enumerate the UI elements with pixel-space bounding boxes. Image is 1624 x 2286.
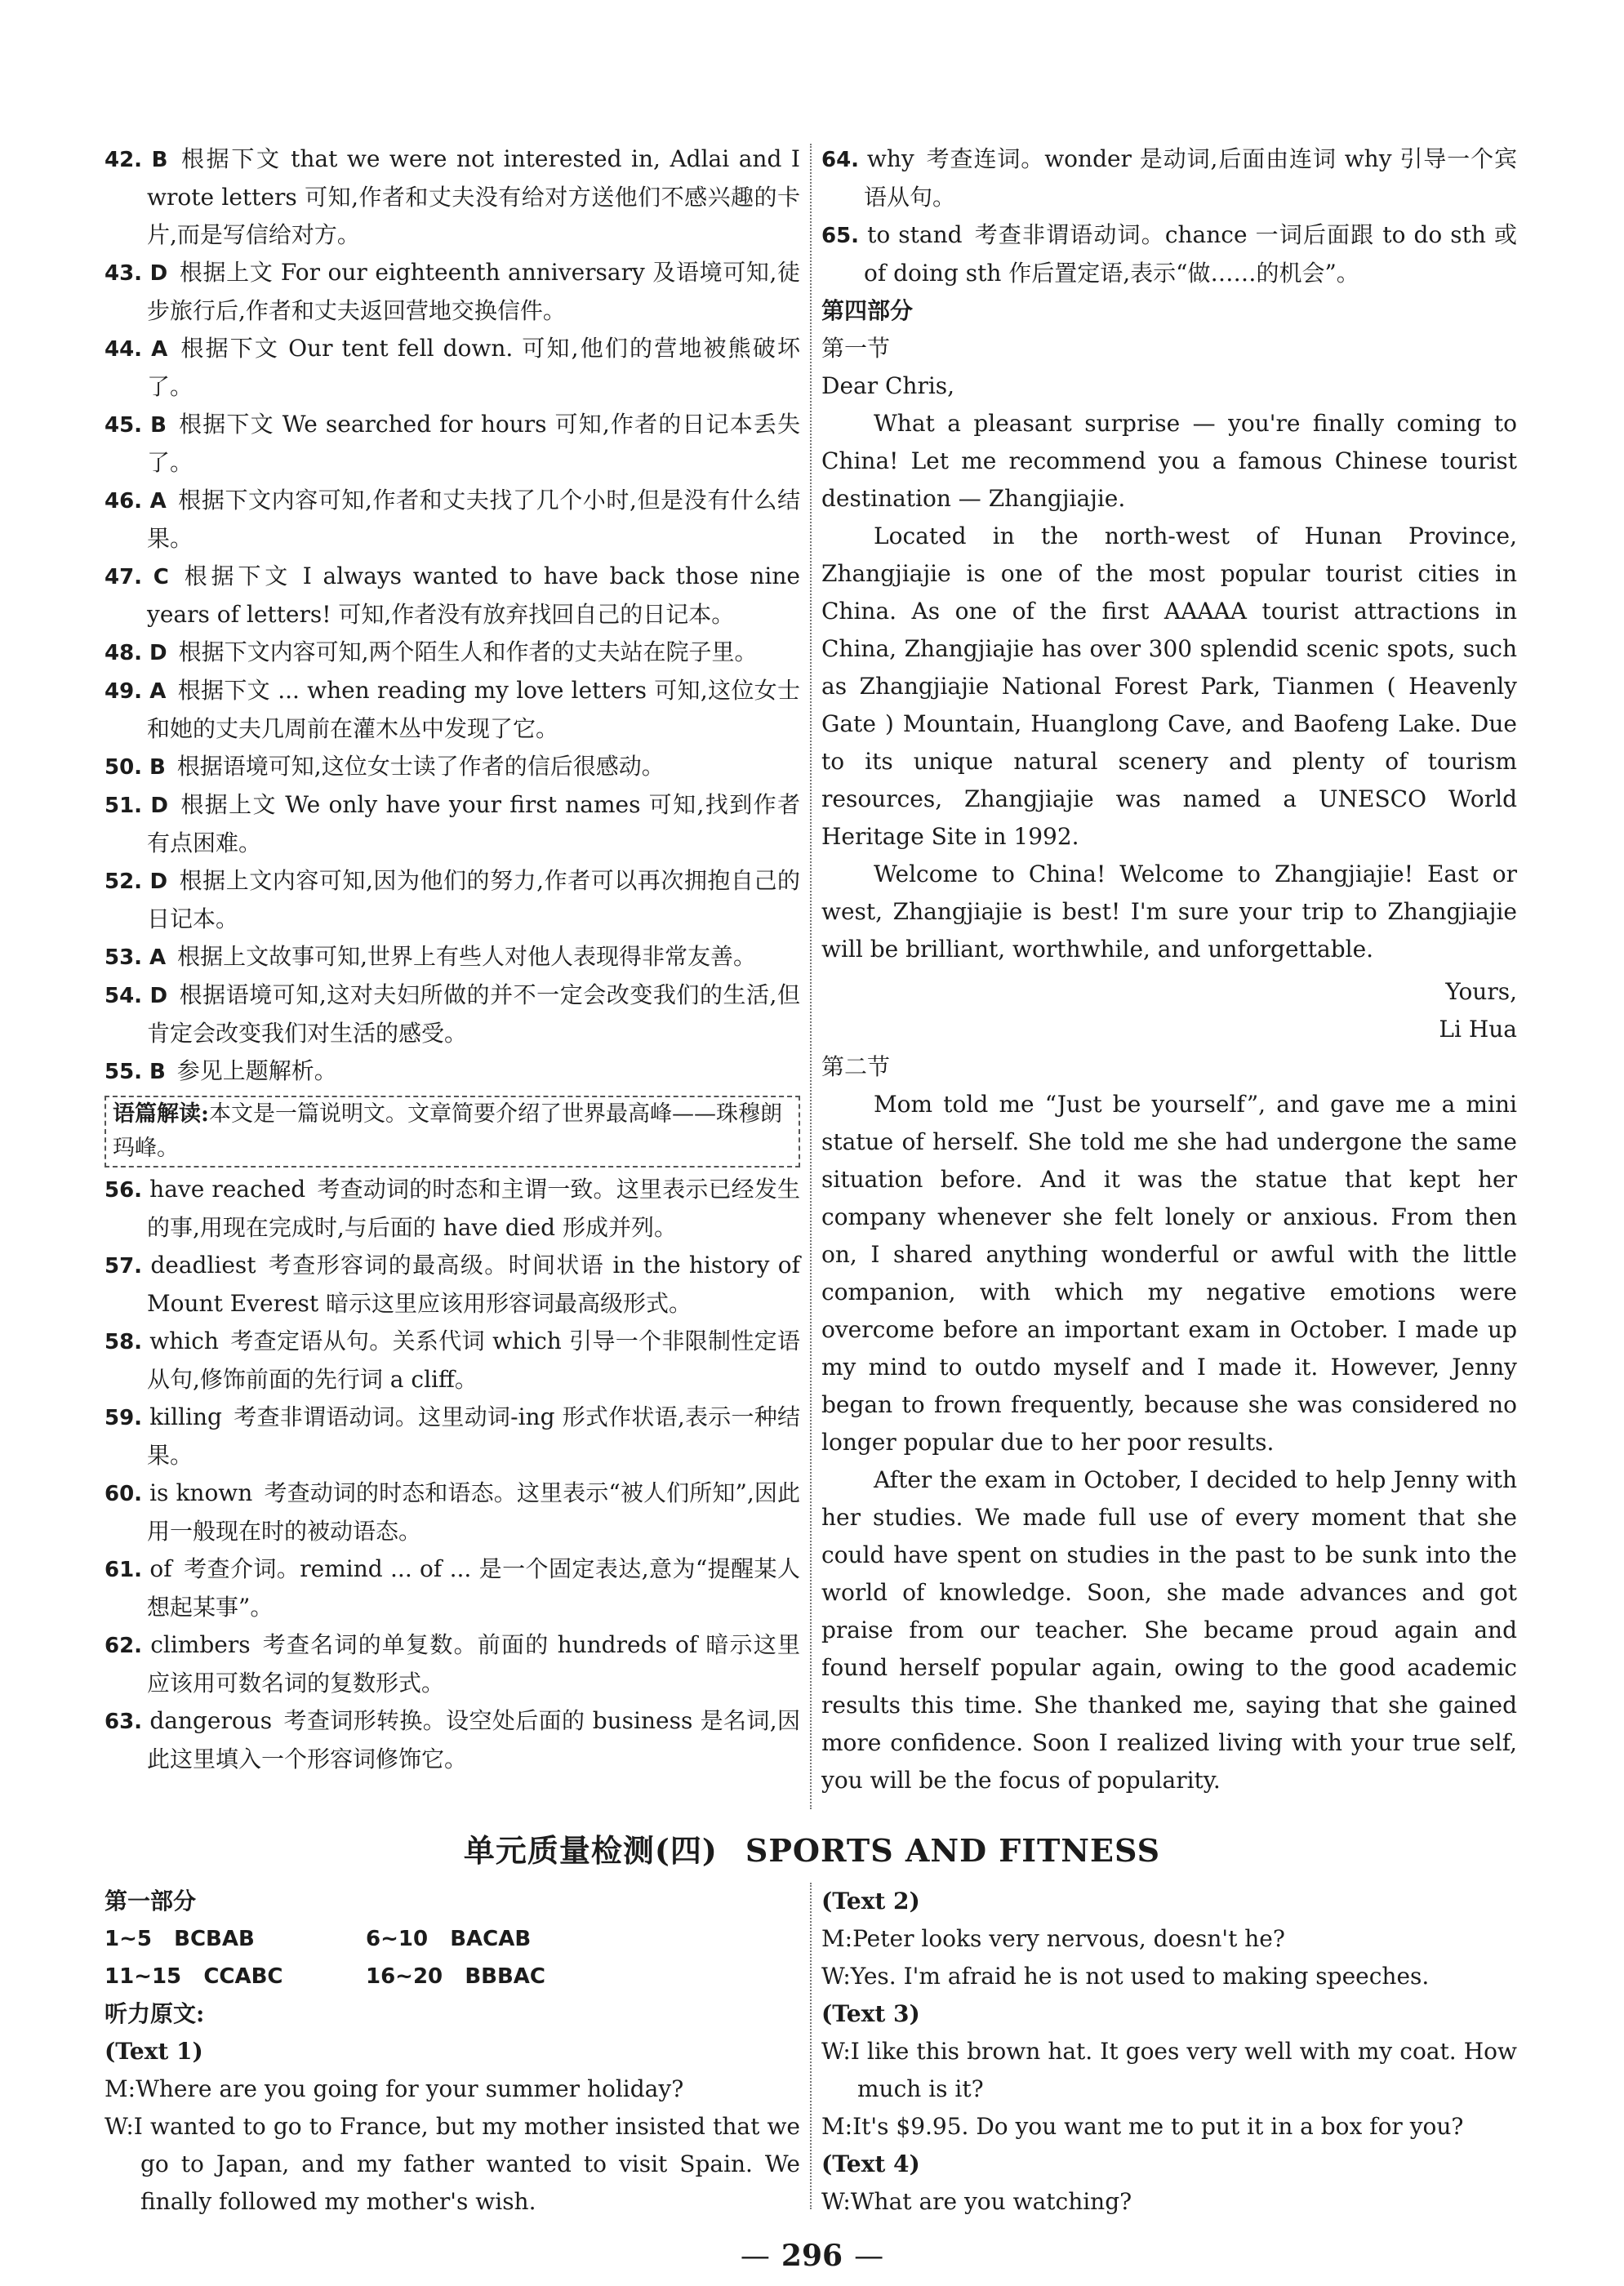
item-explanation: 根据上文故事可知,世界上有些人对他人表现得非常友善。	[177, 943, 756, 970]
letter-paragraph: What a pleasant surprise — you're finally coming to China! Let me recommend you a famous Chinese tourist destination — Zhangjiajie.	[821, 410, 1517, 512]
item-explanation: 考查词形转换。设空处后面的 business 是名词,因此这里填入一个形容词修饰它。	[147, 1707, 800, 1772]
answer-key-row	[105, 1958, 800, 1995]
item-number: 48.	[105, 641, 143, 665]
answer-key-row	[105, 1920, 800, 1958]
item-explanation: 考查非谓语动词。chance 一词后面跟 to do sth 或 of doing sth 作后置定语,表示“做……的机会”。	[864, 221, 1518, 287]
answer-letter: A	[149, 679, 167, 704]
answer-item	[105, 140, 800, 254]
unit-right-column	[821, 1883, 1517, 2221]
answer-letter: B	[151, 148, 168, 172]
text2-label: (Text 2)	[821, 1888, 920, 1915]
answer-item	[105, 330, 800, 406]
answer-key: 11~15 CCABC	[105, 1964, 283, 1989]
item-explanation: 考查介词。remind ... of ... 是一个固定表达,意为“提醒某人想起某事”。	[147, 1555, 800, 1621]
answer-letter: D	[149, 869, 168, 894]
answer-item	[105, 1323, 800, 1399]
answer-item	[105, 482, 800, 558]
item-explanation: 根据语境可知,这位女士读了作者的信后很感动。	[176, 753, 665, 780]
item-explanation: 根据下文内容可知,两个陌生人和作者的丈夫站在院子里。	[178, 638, 758, 665]
reading-note-text: 本文是一篇说明文。文章简要介绍了世界最高峰——珠穆朗玛峰。	[113, 1101, 782, 1161]
answer-letter: C	[153, 565, 169, 589]
answer-letter: A	[149, 945, 167, 970]
item-explanation: 根据下文内容可知,作者和丈夫找了几个小时,但是没有什么结果。	[147, 487, 800, 552]
answer-item	[105, 1247, 800, 1323]
answer-letter: B	[149, 755, 166, 780]
answer-letter: D	[149, 984, 168, 1008]
answer-item	[105, 1399, 800, 1474]
letter-paragraph: Welcome to China! Welcome to Zhangjiajie! East or west, Zhangjiajie is best! I'm sure your trip to Zhangjiajie will be brilliant, worthwhile, and unforgettable.	[821, 861, 1517, 963]
page-number: — 296 —	[740, 2239, 884, 2273]
unit-title-zh: 单元质量检测(四)	[463, 1832, 718, 1869]
answer-word: is known	[149, 1479, 253, 1506]
item-number: 65.	[821, 224, 860, 248]
item-number: 56.	[105, 1178, 143, 1203]
item-explanation: 考查动词的时态和语态。这里表示“被人们所知”,因此用一般现在时的被动语态。	[147, 1479, 800, 1545]
answer-word: to stand	[867, 221, 963, 248]
dialogue-line: W:I wanted to go to France, but my mother insisted that we go to Japan, and my father wanted to visit Spain. We finally followed my mother's wish.	[105, 2113, 800, 2215]
item-number: 49.	[105, 679, 143, 704]
item-explanation: 参见上题解析。	[176, 1057, 337, 1084]
column-divider-top	[810, 144, 812, 1809]
item-number: 53.	[105, 945, 143, 970]
answer-item	[105, 786, 800, 862]
section2-heading: 第二节	[821, 1053, 891, 1080]
answer-item	[105, 1171, 800, 1247]
item-explanation: 考查非谓语动词。这里动词-ing 形式作状语,表示一种结果。	[147, 1403, 800, 1469]
item-number: 50.	[105, 755, 143, 780]
dialogue-line: W:I like this brown hat. It goes very well with my coat. How much is it?	[821, 2038, 1517, 2102]
letter-greeting: Dear Chris,	[821, 372, 955, 399]
reading-note-label: 语篇解读:	[113, 1101, 209, 1127]
column-divider-bottom	[810, 1883, 812, 2209]
item-number: 44.	[105, 337, 143, 362]
answer-item	[105, 1550, 800, 1626]
item-explanation: 根据上文内容可知,因为他们的努力,作者可以再次拥抱自己的日记本。	[147, 867, 800, 932]
answer-letter: A	[149, 489, 167, 514]
answer-item	[105, 406, 800, 482]
answer-list-right	[821, 140, 1517, 292]
item-number: 51.	[105, 794, 143, 818]
item-explanation: 根据下文 I always wanted to have back those nine years of letters! 可知,作者没有放弃找回自己的日记本。	[147, 563, 800, 628]
answer-letter: B	[149, 1060, 166, 1084]
item-number: 61.	[105, 1558, 143, 1582]
answer-item	[105, 938, 800, 976]
letter-signature: Li Hua	[1439, 1016, 1517, 1043]
item-explanation: 考查动词的时态和主谓一致。这里表示已经发生的事,用现在完成时,与后面的 have died 形成并列。	[147, 1176, 801, 1241]
letter-closing: Yours,	[1445, 978, 1517, 1005]
dialogue-line: M:It's $9.95. Do you want me to put it in a box for you?	[821, 2113, 1464, 2140]
unit-title	[0, 1826, 1624, 1870]
item-number: 54.	[105, 984, 143, 1008]
item-explanation: 根据语境可知,这对夫妇所做的并不一定会改变我们的生活,但肯定会改变我们对生活的感受。	[147, 981, 800, 1047]
item-number: 45.	[105, 413, 143, 438]
item-explanation: 考查定语从句。关系代词 which 引导一个非限制性定语从句,修饰前面的先行词 a cliff。	[147, 1328, 800, 1393]
answer-item	[105, 976, 800, 1052]
answer-item	[105, 862, 800, 938]
part1-heading: 第一部分	[105, 1888, 197, 1915]
dialogue-line: M:Where are you going for your summer holiday?	[105, 2075, 684, 2102]
answer-word: killing	[149, 1403, 222, 1430]
answer-word: why	[866, 145, 914, 172]
item-number: 57.	[105, 1254, 143, 1279]
item-number: 63.	[105, 1710, 143, 1734]
right-column	[821, 140, 1517, 1799]
item-number: 64.	[821, 148, 860, 172]
answer-key: 1~5 BCBAB	[105, 1927, 255, 1951]
item-number: 59.	[105, 1406, 143, 1430]
left-column	[105, 140, 800, 1778]
item-explanation: 根据上文 For our eighteenth anniversary 及语境可知,徒步旅行后,作者和丈夫返回营地交换信件。	[147, 259, 800, 324]
answer-word: of	[149, 1555, 172, 1582]
item-number: 60.	[105, 1482, 143, 1506]
text3-label: (Text 3)	[821, 2000, 920, 2027]
item-explanation: 根据下文 that we were not interested in, Adlai and I wrote letters 可知,作者和丈夫没有给对方送他们不感兴趣的卡片,而是写信给对方。	[147, 145, 800, 248]
item-explanation: 根据下文 Our tent fell down. 可知,他们的营地被熊破坏了。	[147, 335, 800, 400]
answer-item	[105, 254, 800, 330]
unit-left-column	[105, 1883, 800, 2221]
answer-list-a	[105, 140, 800, 1091]
answer-word: climbers	[150, 1631, 251, 1658]
item-explanation: 考查连词。wonder 是动词,后面由连词 why 引导一个宾语从句。	[864, 145, 1517, 211]
answer-item	[105, 634, 800, 672]
story-paragraph: Mom told me “Just be yourself”, and gave me a mini statue of herself. She told me she had undergone the same situation before. And it was the statue that kept her company whenever she felt lonely or anxious. From then on, I shared anything wonderful or awful with the little companion, with which my negative emotions were overcome before an important exam in October. I made up my mind to outdo myself and I made it. However, Jenny began to frown frequently, because she was considered no longer popular due to her poor results.	[821, 1091, 1517, 1456]
item-explanation: 根据上文 We only have your first names 可知,找到作者有点困难。	[147, 791, 800, 856]
answer-word: deadliest	[150, 1252, 256, 1279]
item-number: 46.	[105, 489, 143, 514]
answer-list-b	[105, 1171, 800, 1778]
answer-item	[105, 748, 800, 786]
item-number: 55.	[105, 1060, 143, 1084]
answer-word: have reached	[149, 1176, 306, 1203]
answer-key: 6~10 BACAB	[366, 1927, 532, 1951]
answer-item	[821, 140, 1517, 216]
answer-letter: A	[151, 337, 168, 362]
item-explanation: 考查形容词的最高级。时间状语 in the history of Mount Everest 暗示这里应该用形容词最高级形式。	[147, 1252, 800, 1317]
item-explanation: 考查名词的单复数。前面的 hundreds of 暗示这里应该用可数名词的复数形式。	[147, 1631, 800, 1697]
item-explanation: 根据下文 ... when reading my love letters 可知,这位女士和她的丈夫几周前在灌木丛中发现了它。	[147, 677, 800, 742]
item-number: 42.	[105, 148, 143, 172]
item-explanation: 根据下文 We searched for hours 可知,作者的日记本丢失了。	[147, 411, 800, 476]
answer-item	[105, 672, 800, 748]
text1-label: (Text 1)	[105, 2038, 203, 2065]
answer-item	[105, 558, 800, 634]
item-number: 58.	[105, 1330, 143, 1354]
unit-title-en: SPORTS AND FITNESS	[745, 1832, 1161, 1869]
page-number-value: 296	[781, 2239, 843, 2273]
dialogue-line: W:What are you watching?	[821, 2188, 1132, 2215]
item-number: 52.	[105, 869, 143, 894]
listening-label: 听力原文:	[105, 2000, 205, 2027]
answer-item	[105, 1702, 800, 1778]
answer-letter: D	[149, 261, 168, 286]
answer-item	[821, 216, 1517, 292]
reading-note-box	[105, 1096, 800, 1167]
text4-label: (Text 4)	[821, 2150, 920, 2177]
dialogue-line: M:Peter looks very nervous, doesn't he?	[821, 1925, 1285, 1952]
answer-letter: D	[150, 794, 168, 818]
item-number: 43.	[105, 261, 143, 286]
story-paragraph: After the exam in October, I decided to help Jenny with her studies. We made full use of every moment that she could have spent on studies in the past to be sunk into the world of knowledge. Soon, she made advances and got praise from our teacher. She became proud again and found herself popular again, owing to the good academic results this time. She thanked me, saying that she gained more confidence. Soon I realized living with your true self, you will be the focus of popularity.	[821, 1466, 1517, 1794]
answer-key: 16~20 BBBAC	[366, 1964, 545, 1989]
letter-paragraph: Located in the north-west of Hunan Province, Zhangjiajie is one of the most popular tourist cities in China. As one of the first AAAAA tourist attractions in China, Zhangjiajie has over 300 splendid scenic spots, such as Zhangjiajie National Forest Park, Tianmen ( Heavenly Gate ) Mountain, Huanglong Cave, and Baofeng Lake. Due to its unique natural scenery and plenty of tourism resources, Zhangjiajie was named a UNESCO World Heritage Site in 1992.	[821, 523, 1517, 850]
answer-letter: B	[150, 413, 167, 438]
answer-letter: D	[149, 641, 167, 665]
section1-heading: 第一节	[821, 335, 891, 362]
part4-heading: 第四部分	[821, 297, 914, 324]
answer-item	[105, 1052, 800, 1091]
item-number: 62.	[105, 1634, 143, 1658]
answer-item	[105, 1626, 800, 1702]
answer-word: dangerous	[149, 1707, 273, 1734]
answer-item	[105, 1474, 800, 1550]
item-number: 47.	[105, 565, 143, 589]
dialogue-line: W:Yes. I'm afraid he is not used to making speeches.	[821, 1963, 1430, 1990]
answer-word: which	[149, 1328, 219, 1354]
